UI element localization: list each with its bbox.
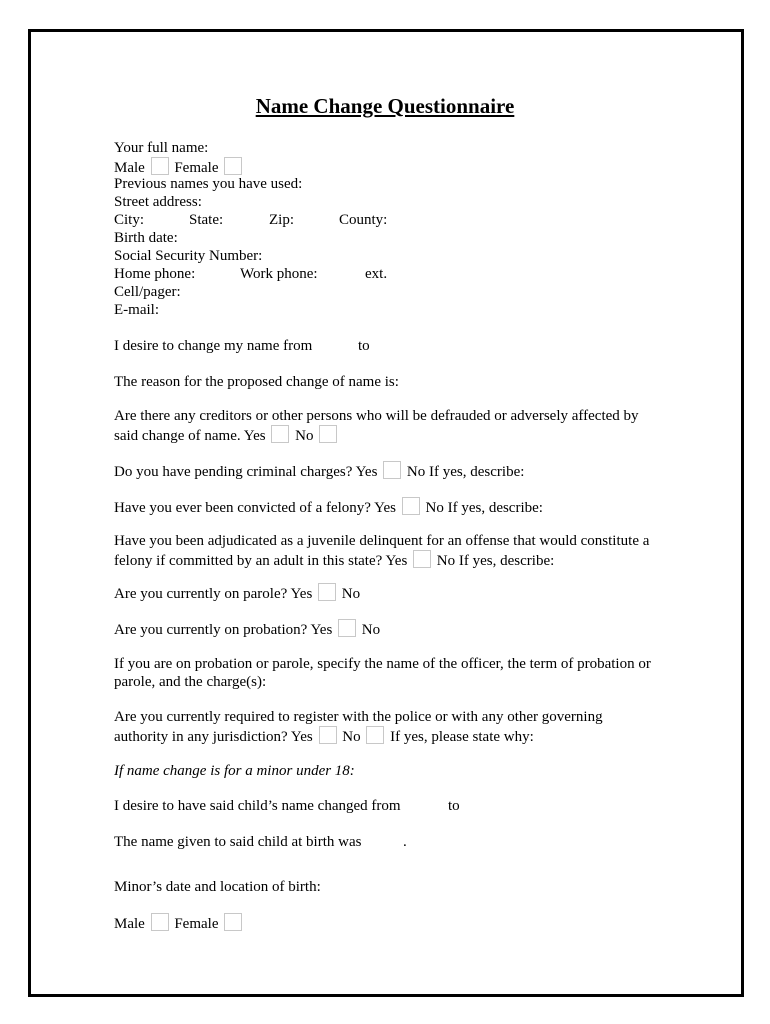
parole-yes-checkbox[interactable]	[318, 583, 336, 601]
birth-name-label: The name given to said child at birth was	[114, 834, 362, 850]
probation-no-label: No	[361, 622, 381, 638]
juvenile-question-line2	[114, 550, 554, 570]
minor-male-checkbox[interactable]	[151, 913, 169, 931]
birth-date-label: Birth date:	[114, 230, 178, 246]
juvenile-no-label: No	[436, 553, 456, 569]
felony-no-label: No	[425, 500, 444, 516]
street-address-label: Street address:	[114, 194, 202, 210]
desire-change-to: to	[358, 338, 370, 354]
pending-charges-row	[114, 461, 524, 481]
child-name-change-label: I desire to have said child’s name changed from	[114, 798, 401, 814]
minor-female-checkbox[interactable]	[224, 913, 242, 931]
male-label: Male	[114, 160, 145, 176]
felony-label: Have you ever been convicted of a felony? Yes	[114, 500, 396, 516]
probation-row	[114, 619, 380, 639]
previous-names-label: Previous names you have used:	[114, 176, 303, 192]
minor-dob-location-label: Minor’s date and location of birth:	[114, 879, 321, 895]
reason-label: The reason for the proposed change of name is:	[114, 374, 399, 390]
creditors-no-label: No	[295, 428, 314, 444]
felony-yes-checkbox[interactable]	[402, 497, 420, 515]
probation-yes-checkbox[interactable]	[338, 619, 356, 637]
creditors-question-line2	[114, 425, 339, 445]
city-label: City:	[114, 212, 145, 228]
officer-question-line1: If you are on probation or parole, specify the name of the officer, the term of probation or	[114, 656, 651, 672]
pending-yes-checkbox[interactable]	[383, 461, 401, 479]
male-checkbox[interactable]	[151, 157, 169, 175]
female-checkbox[interactable]	[224, 157, 242, 175]
creditors-yes-checkbox[interactable]	[271, 425, 289, 443]
home-phone-label: Home phone:	[114, 266, 196, 282]
parole-no-label: No	[341, 586, 361, 602]
juvenile-yes-checkbox[interactable]	[413, 550, 431, 568]
register-question-line2	[114, 726, 534, 746]
child-name-change-to: to	[448, 798, 460, 814]
register-yes-checkbox[interactable]	[319, 726, 337, 744]
minor-section-heading: If name change is for a minor under 18:	[114, 763, 355, 779]
state-label: State:	[189, 212, 224, 228]
felony-describe-label: If yes, describe:	[447, 500, 543, 516]
ext-label: ext.	[365, 266, 388, 282]
birth-name-period: .	[403, 834, 407, 850]
parole-row	[114, 583, 360, 603]
register-question-line1: Are you currently required to register with the police or with any other governing	[114, 709, 603, 725]
page-title: Name Change Questionnaire	[255, 94, 515, 118]
ssn-label: Social Security Number:	[114, 248, 263, 264]
work-phone-label: Work phone:	[240, 266, 318, 282]
felony-row	[114, 497, 543, 517]
officer-question-line2: parole, and the charge(s):	[114, 674, 267, 690]
female-label: Female	[174, 160, 219, 176]
desire-change-label: I desire to change my name from	[114, 338, 313, 354]
pending-describe-label: If yes, describe:	[429, 464, 525, 480]
juvenile-question-line1: Have you been adjudicated as a juvenile delinquent for an offense that would constitute a	[114, 533, 650, 549]
full-name-label: Your full name:	[114, 140, 209, 156]
creditors-question-line1: Are there any creditors or other persons who will be defrauded or adversely affected by	[114, 408, 639, 424]
minor-gender-row	[114, 913, 244, 933]
register-yes-label: authority in any jurisdiction? Yes	[114, 729, 313, 745]
email-label: E-mail:	[114, 302, 159, 318]
juvenile-yes-label: felony if committed by an adult in this state? Yes	[114, 553, 408, 569]
register-no-checkbox[interactable]	[366, 726, 384, 744]
register-no-label: No	[342, 729, 361, 745]
creditors-yes-label: said change of name. Yes	[114, 428, 266, 444]
juvenile-describe-label: If yes, describe:	[458, 553, 555, 569]
county-label: County:	[339, 212, 388, 228]
pending-no-label: No	[406, 464, 426, 480]
gender-row	[114, 157, 244, 177]
pending-charges-label: Do you have pending criminal charges? Yes	[114, 464, 378, 480]
cell-pager-label: Cell/pager:	[114, 284, 181, 300]
zip-label: Zip:	[269, 212, 294, 228]
probation-label: Are you currently on probation? Yes	[114, 622, 333, 638]
minor-male-label: Male	[114, 916, 145, 932]
register-why-label: If yes, please state why:	[390, 729, 534, 745]
minor-female-label: Female	[174, 916, 219, 932]
parole-label: Are you currently on parole? Yes	[114, 586, 313, 602]
creditors-no-checkbox[interactable]	[319, 425, 337, 443]
